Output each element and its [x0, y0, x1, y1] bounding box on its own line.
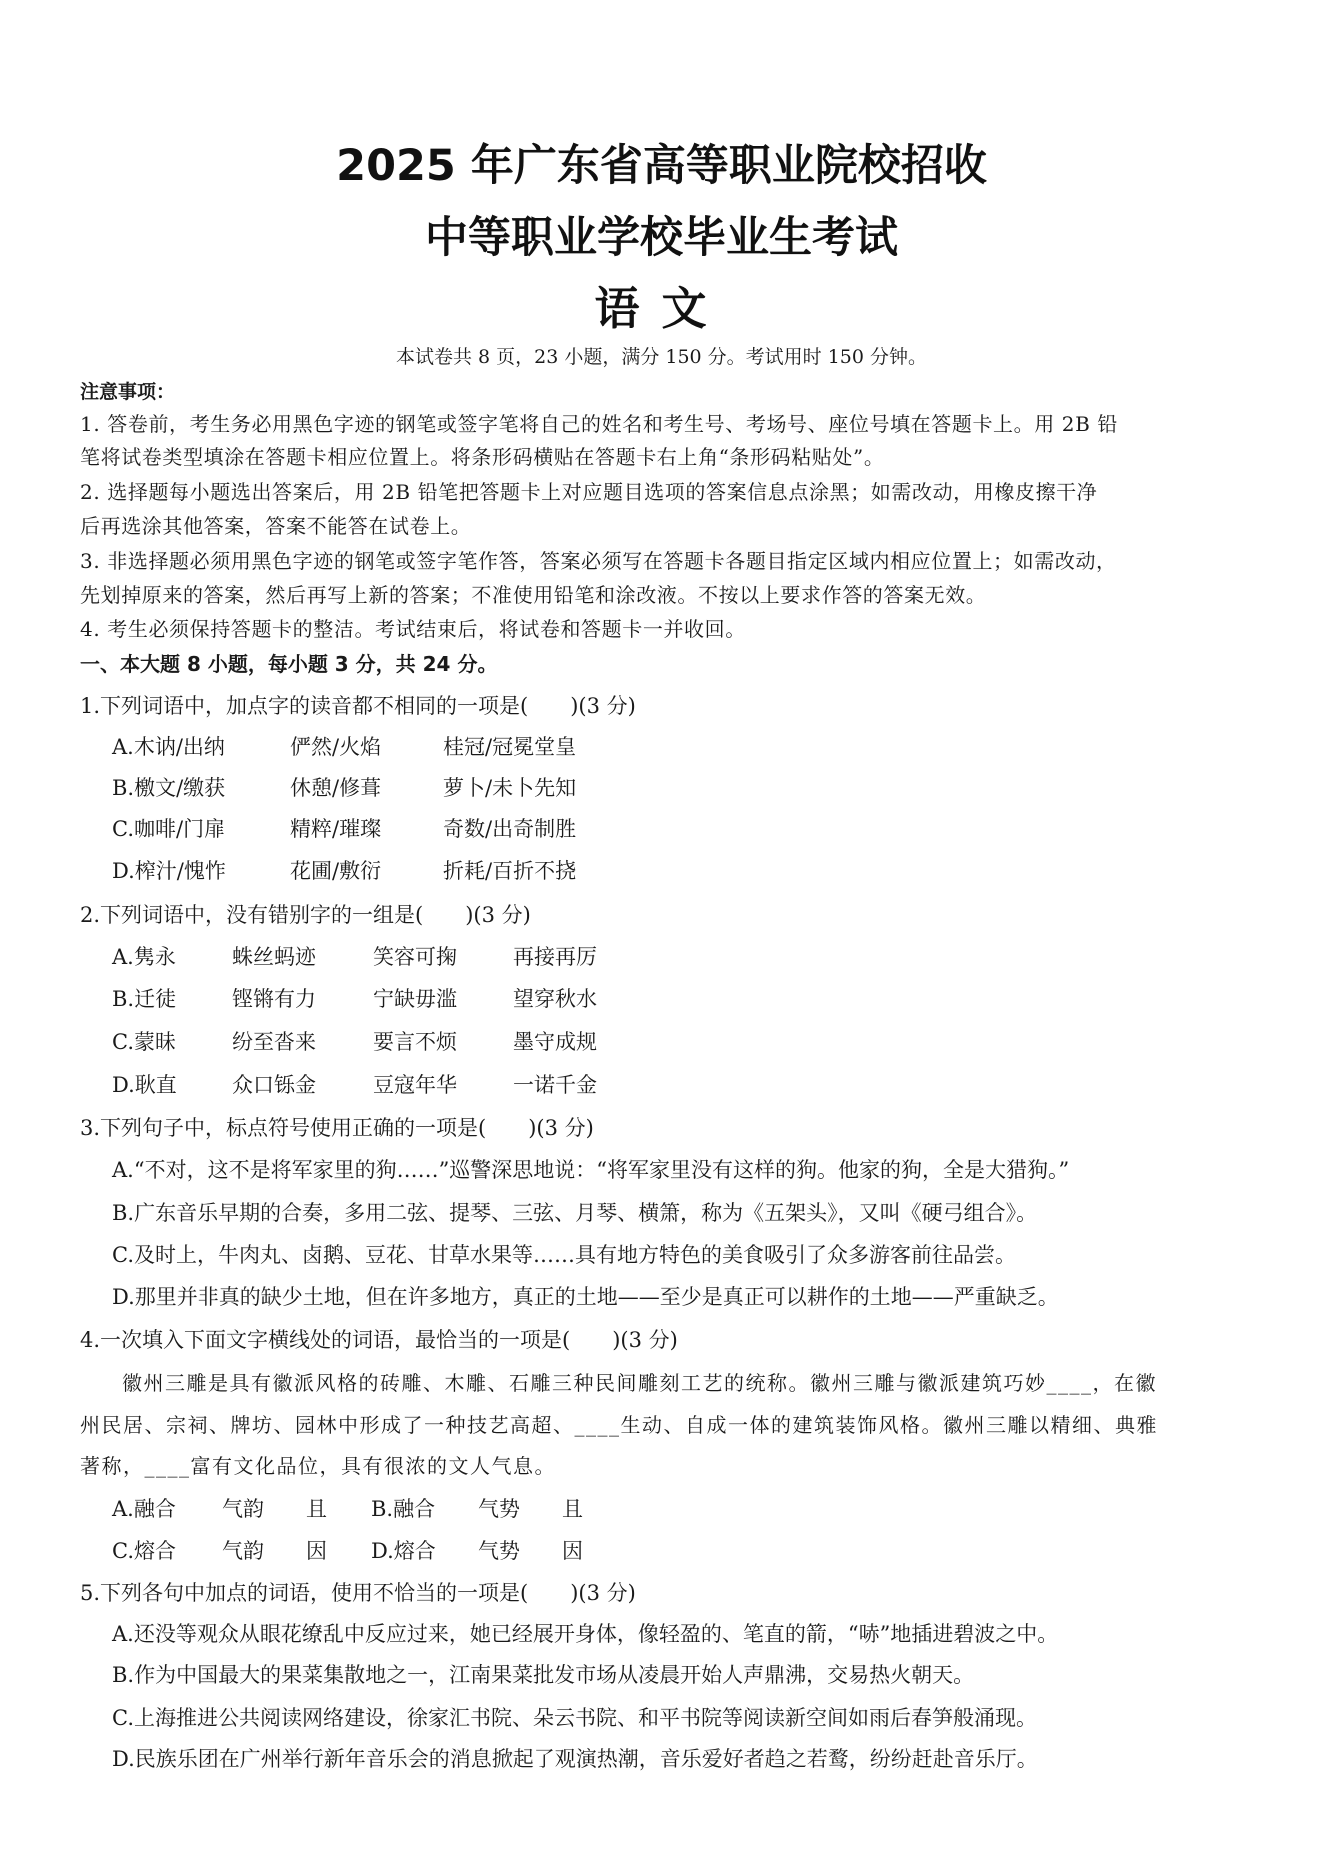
q2-option-d-word4: 一诺千金 — [513, 1073, 597, 1097]
q2-option-b-word4: 望穿秋水 — [513, 987, 597, 1011]
q4-passage-line: 著称，____富有文化品位，具有很浓的文人气息。 — [80, 1454, 556, 1478]
q1-option-b-word3: 萝卜/未卜先知 — [443, 776, 577, 800]
q1-option-c-word2: 精粹/璀璨 — [290, 817, 382, 841]
q2-option-d: D.耿直 — [112, 1073, 177, 1097]
question-2-stem: 2.下列词语中，没有错别字的一组是( )(3 分) — [80, 903, 531, 927]
notice-line: 2. 选择题每小题选出答案后，用 2B 铅笔把答题卡上对应题目选项的答案信息点涂黑；如需改动，用橡皮擦干净 — [80, 480, 1098, 504]
q4-option-d: D.熔合 — [371, 1539, 436, 1563]
q2-option-b: B.迁徒 — [112, 987, 177, 1011]
subject-title: 语文 — [594, 282, 729, 335]
q4-option-a: A.融合 — [112, 1497, 176, 1521]
notice-line: 1. 答卷前，考生务必用黑色字迹的钢笔或签字笔将自己的姓名和考生号、考场号、座位号填在答题卡上。用 2B 铅 — [80, 412, 1118, 436]
notice-line: 先划掉原来的答案，然后再写上新的答案；不准使用铅笔和涂改液。不按以上要求作答的答案无效。 — [80, 583, 987, 607]
q2-option-a: A.隽永 — [112, 945, 176, 969]
q4-option-d-word2: 气势 — [478, 1539, 520, 1563]
q4-option-a-word3: 且 — [306, 1497, 327, 1521]
q1-option-d-word3: 折耗/百折不挠 — [443, 859, 577, 883]
notice-line: 3. 非选择题必须用黑色字迹的钢笔或签字笔作答，答案必须写在答题卡各题目指定区域内相应位置上；如需改动， — [80, 549, 1117, 573]
exam-title-line1: 2025 年广东省高等职业院校招收 — [336, 141, 987, 191]
q1-option-a-word2: 俨然/火焰 — [290, 735, 382, 759]
watermark — [560, 636, 940, 975]
q4-option-b-word2: 气势 — [478, 1497, 520, 1521]
q1-option-c-word3: 奇数/出奇制胜 — [443, 817, 577, 841]
q1-option-b-word2: 休憩/修葺 — [290, 776, 382, 800]
exam-title-line2: 中等职业学校毕业生考试 — [425, 213, 898, 263]
q4-option-c-word3: 因 — [306, 1539, 327, 1563]
question-1-stem: 1.下列词语中，加点字的读音都不相同的一项是( )(3 分) — [80, 694, 636, 718]
q2-option-c-word4: 墨守成规 — [513, 1030, 597, 1054]
notice-line: 后再选涂其他答案，答案不能答在试卷上。 — [80, 514, 472, 538]
q3-option-a: A.“不对，这不是将军家里的狗……”巡警深思地说：“将军家里没有这样的狗。他家的狗，全是大猎狗。” — [112, 1158, 1070, 1182]
q3-option-d: D.那里并非真的缺少土地，但在许多地方，真正的土地——至少是真正可以耕作的土地——严重缺乏。 — [112, 1285, 1059, 1309]
q1-option-c: C.咖啡/门扉 — [112, 817, 226, 841]
q2-option-c-word3: 要言不烦 — [373, 1030, 457, 1054]
q5-option-b: B.作为中国最大的果菜集散地之一，江南果菜批发市场从凌晨开始人声鼎沸，交易热火朝天。 — [112, 1663, 975, 1687]
q1-option-a-word3: 桂冠/冠冕堂皇 — [443, 735, 577, 759]
q1-option-d: D.榨汁/愧怍 — [112, 859, 226, 883]
q4-option-b-word3: 且 — [562, 1497, 583, 1521]
q2-option-a-word4: 再接再厉 — [513, 945, 597, 969]
q2-option-b-word3: 宁缺毋滥 — [373, 987, 457, 1011]
notice-heading: 注意事项： — [80, 381, 176, 403]
question-3-stem: 3.下列句子中，标点符号使用正确的一项是( )(3 分) — [80, 1116, 594, 1140]
q4-option-b: B.融合 — [371, 1497, 436, 1521]
q1-option-d-word2: 花圃/敷衍 — [290, 859, 382, 883]
q2-option-d-word2: 众口铄金 — [232, 1073, 316, 1097]
section-heading: 一、本大题 8 小题，每小题 3 分，共 24 分。 — [80, 652, 498, 676]
q2-option-c-word2: 纷至沓来 — [232, 1030, 316, 1054]
q3-option-c: C.及时上，牛肉丸、卤鹅、豆花、甘草水果等……具有地方特色的美食吸引了众多游客前往品尝。 — [112, 1243, 1016, 1267]
q2-option-a-word3: 笑容可掬 — [373, 945, 457, 969]
q4-option-d-word3: 因 — [562, 1539, 583, 1563]
q2-option-a-word2: 蛛丝蚂迹 — [232, 945, 316, 969]
q4-option-c-word2: 气韵 — [222, 1539, 264, 1563]
q1-option-a: A.木讷/出纳 — [112, 735, 225, 759]
q2-option-d-word3: 豆寇年华 — [373, 1073, 457, 1097]
question-5-stem: 5.下列各句中加点的词语，使用不恰当的一项是( )(3 分) — [80, 1581, 636, 1605]
q5-option-a: A.还没等观众从眼花缭乱中反应过来，她已经展开身体，像轻盈的、笔直的箭，“哧”地插进碧波之中。 — [112, 1622, 1059, 1646]
q5-option-d: D.民族乐团在广州举行新年音乐会的消息掀起了观演热潮，音乐爱好者趋之若鹜，纷纷赶赴音乐厅。 — [112, 1747, 1038, 1771]
q4-passage-line: 徽州三雕是具有徽派风格的砖雕、木雕、石雕三种民间雕刻工艺的统称。徽州三雕与徽派建筑巧妙____，在徽 — [122, 1371, 1157, 1395]
question-4-stem: 4.一次填入下面文字横线处的词语，最恰当的一项是( )(3 分) — [80, 1328, 678, 1352]
q3-option-b: B.广东音乐早期的合奏，多用二弦、提琴、三弦、月琴、横箫，称为《五架头》，又叫《硬弓组合》。 — [112, 1201, 1038, 1225]
q5-option-c: C.上海推进公共阅读网络建设，徐家汇书院、朵云书院、和平书院等阅读新空间如雨后春笋般涌现。 — [112, 1706, 1037, 1730]
q4-passage-line: 州民居、宗祠、牌坊、园林中形成了一种技艺高超、____生动、自成一体的建筑装饰风格。徽州三雕以精细、典雅 — [80, 1413, 1158, 1437]
q4-option-c: C.熔合 — [112, 1539, 176, 1563]
q2-option-c: C.蒙昧 — [112, 1030, 176, 1054]
q4-option-a-word2: 气韵 — [222, 1497, 264, 1521]
exam-info: 本试卷共 8 页，23 小题，满分 150 分。考试用时 150 分钟。 — [395, 346, 928, 368]
notice-line: 4. 考生必须保持答题卡的整洁。考试结束后，将试卷和答题卡一并收回。 — [80, 617, 746, 641]
q2-option-b-word2: 铿锵有力 — [232, 987, 316, 1011]
q1-option-b: B.檄文/缴获 — [112, 776, 226, 800]
notice-line: 笔将试卷类型填涂在答题卡相应位置上。将条形码横贴在答题卡右上角“条形码粘贴处”。 — [80, 445, 885, 469]
